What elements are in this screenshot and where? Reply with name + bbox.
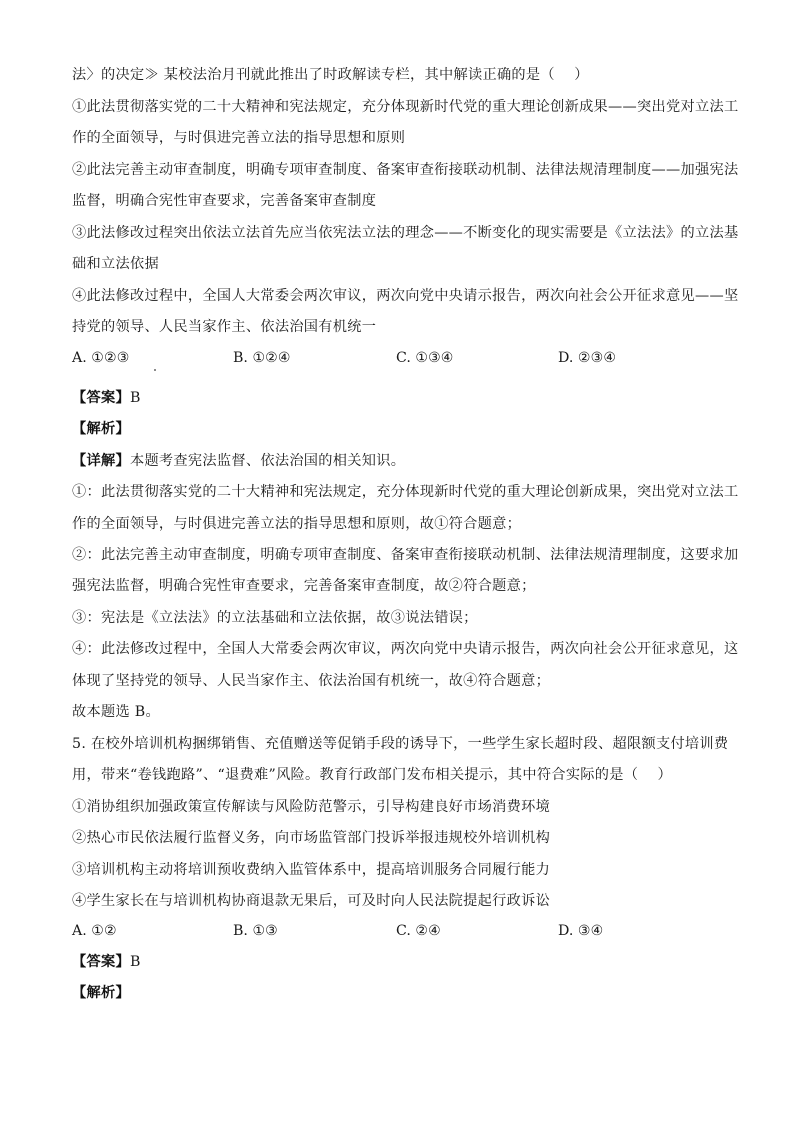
detail-tag: 【详解】: [72, 453, 130, 469]
q5-answer: [72, 952, 141, 972]
q4-item4-line1: ④此法修改过程中，全国人大常委会两次审议，两次向党中央请示报告，两次向社会公开征求意见——坚: [72, 288, 739, 304]
q4-item3-line1: ③此法修改过程突出依法立法首先应当依宪法立法的理念——不断变化的现实需要是《立法法》的立法基: [72, 225, 739, 241]
q4-item2-line1: ②此法完善主动审查制度，明确专项审查制度、备案审查衔接联动机制、法律法规清理制度——加强宪法: [72, 162, 739, 178]
q4-answer: [72, 388, 141, 408]
q5-option-d: D. ③④: [558, 923, 604, 939]
q4-exp4-line2: 体现了坚持党的领导、人民当家作主、依法治国有机统一，故④符合题意；: [72, 673, 551, 689]
q4-option-c: C. ①③④: [396, 350, 454, 366]
q4-options: [72, 348, 724, 368]
q4-stem: 法〉的决定≫ 某校法治月刊就此推出了时政解读专栏，其中解读正确的是（ ）: [72, 67, 589, 83]
q5-item4: ④学生家长在与培训机构协商退款无果后，可及时向人民法院提起行政诉讼: [72, 893, 551, 909]
q4-detail: [72, 451, 405, 471]
q4-exp1-line1: ①：此法贯彻落实党的二十大精神和宪法规定，充分体现新时代党的重大理论创新成果，突出党对立法工: [72, 484, 739, 500]
q4-exp4-line1: ④：此法修改过程中，全国人大常委会两次审议，两次向党中央请示报告，两次向社会公开征求意见，这: [72, 641, 739, 657]
q4-exp2-line1: ②：此法完善主动审查制度，明确专项审查制度、备案审查衔接联动机制、法律法规清理制度，这要求加: [72, 547, 739, 563]
analysis-tag: 【解析】: [72, 421, 130, 437]
q5-stem-line1: 5. 在校外培训机构捆绑销售、充值赠送等促销手段的诱导下，一些学生家长超时段、超限额支付培训费: [72, 736, 729, 752]
answer-tag: 【答案】: [72, 390, 130, 406]
q4-exp1-line2: 作的全面领导，与时俱进完善立法的指导思想和原则，故①符合题意；: [72, 516, 522, 532]
q4-item1-line1: ①此法贯彻落实党的二十大精神和宪法规定，充分体现新时代党的重大理论创新成果——突出党对立法工: [72, 99, 739, 115]
q5-item2: ②热心市民依法履行监督义务，向市场监管部门投诉举报违规校外培训机构: [72, 830, 551, 846]
q5-option-a: A. ①②: [72, 923, 117, 939]
q5-option-b: B. ①③: [233, 923, 278, 939]
q4-item2-line2: 监督，明确合宪性审查要求，完善备案审查制度: [72, 193, 377, 209]
q4-option-a: A. ①②③: [72, 350, 130, 366]
q5-option-c: C. ②④: [396, 923, 441, 939]
q5-options: [72, 921, 724, 941]
q5-stem-line2: 用，带来“卷钱跑路”、“退费难”风险。教育行政部门发布相关提示，其中符合实际的是（ ）: [72, 767, 673, 783]
q5-analysis: [72, 983, 130, 1003]
q4-option-b: B. ①②④: [233, 350, 291, 366]
q4-analysis: [72, 419, 130, 439]
answer-value: B: [129, 954, 141, 970]
q4-option-d: D. ②③④: [558, 350, 617, 366]
q4-item1-line2: 作的全面领导，与时俱进完善立法的指导思想和原则: [72, 130, 406, 146]
q5-item1: ①消协组织加强政策宣传解读与风险防范警示，引导构建良好市场消费环境: [72, 799, 551, 815]
analysis-tag: 【解析】: [72, 985, 130, 1001]
q4-exp3-line1: ③：宪法是《立法法》的立法基础和立法依据，故③说法错误；: [72, 610, 478, 626]
q4-item3-line2: 础和立法依据: [72, 256, 159, 272]
answer-value: B: [129, 390, 141, 406]
answer-tag: 【答案】: [72, 954, 130, 970]
q4-item4-line2: 持党的领导、人民当家作主、依法治国有机统一: [72, 319, 377, 335]
stray-dot: [154, 369, 156, 371]
q5-item3: ③培训机构主动将培训预收费纳入监管体系中，提高培训服务合同履行能力: [72, 862, 551, 878]
q4-conclusion: 故本题选 B。: [72, 704, 160, 720]
q4-exp2-line2: 强宪法监督，明确合宪性审查要求，完善备案审查制度，故②符合题意；: [72, 578, 536, 594]
detail-text: 本题考查宪法监督、依法治国的相关知识。: [129, 453, 406, 469]
